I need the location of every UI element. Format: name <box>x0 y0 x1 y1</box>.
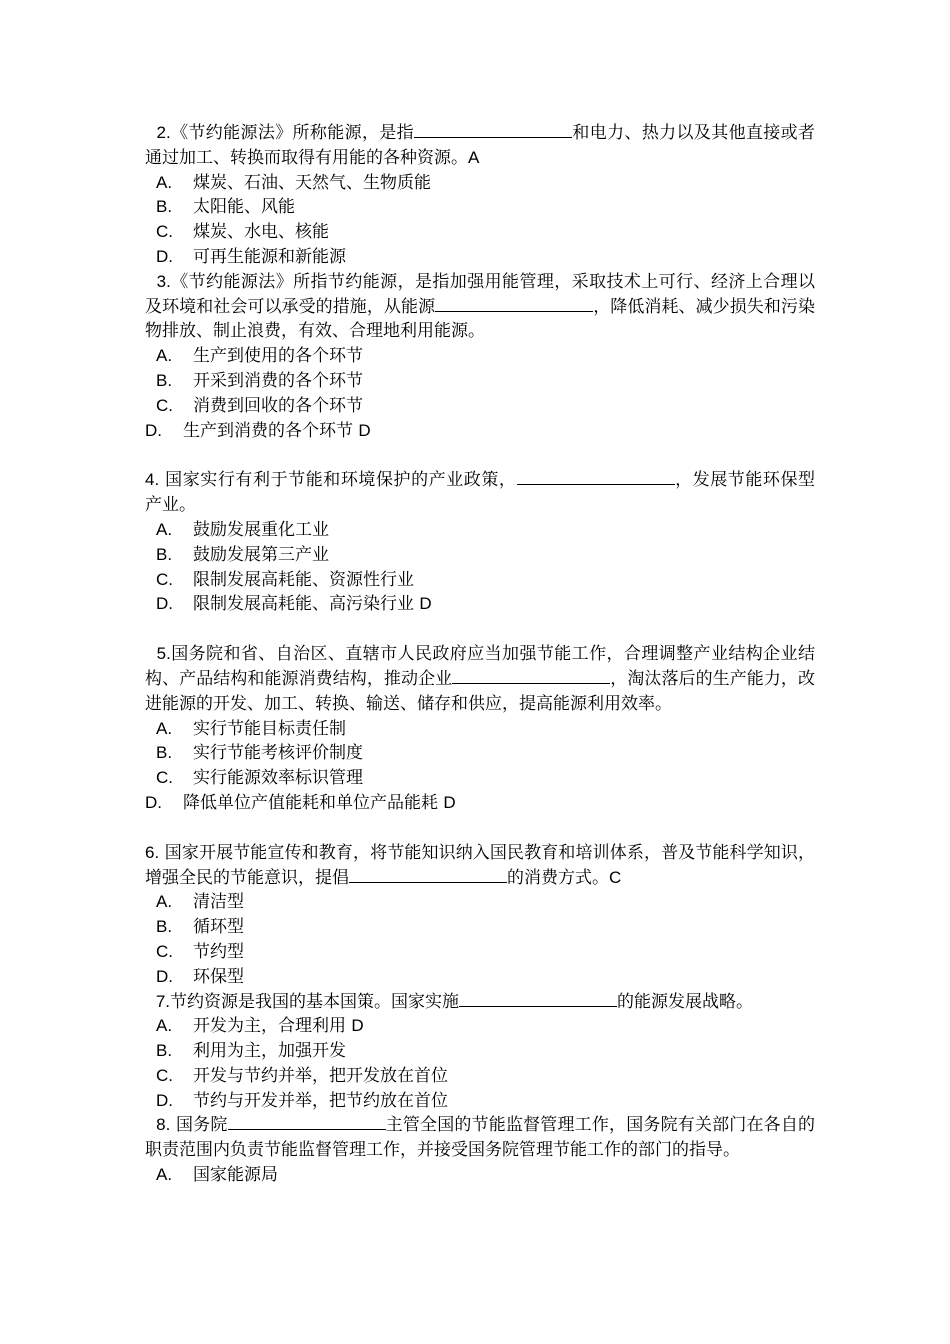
option-a <box>145 344 815 369</box>
option-a <box>145 1014 815 1039</box>
answer-key: A <box>468 147 480 167</box>
option-text: 鼓励发展第三产业 <box>193 544 329 565</box>
option-letter: A. <box>156 892 173 912</box>
option-text: 开发为主，合理利用 <box>193 1016 346 1037</box>
question-number: 4. <box>145 470 160 490</box>
question-text-post: 主管全国的节能监督管理工作，国务院有关部门在各自的职责范围内负责节能监督管理工作，并接受国务院管理节能工作的部门的指导。 <box>145 1115 816 1161</box>
option-letter: D. <box>156 246 173 266</box>
option-letter: B. <box>156 197 173 217</box>
option-letter: C. <box>156 1065 173 1085</box>
question-text-pre: 《节约能源法》所指节约能源，是指加强用能管理，采取技术上可行、经济上合理以及环境和社会可以承受的措施，从能源 <box>145 271 816 317</box>
option-d <box>145 245 815 270</box>
option-text: 节约与开发并举，把节约放在首位 <box>193 1090 448 1111</box>
option-letter: A. <box>156 1016 173 1036</box>
option-text: 生产到使用的各个环节 <box>193 346 363 367</box>
option-b <box>145 543 815 568</box>
option-text: 实行节能目标责任制 <box>193 718 346 739</box>
option-text: 煤炭、水电、核能 <box>193 222 329 243</box>
option-text: 国家能源局 <box>193 1165 278 1186</box>
option-letter: A. <box>156 718 173 738</box>
option-a <box>145 171 815 196</box>
spacer <box>145 617 815 642</box>
option-letter: C. <box>156 768 173 788</box>
question-8 <box>145 1113 815 1163</box>
option-letter: A. <box>156 519 173 539</box>
question-number: 7. <box>155 991 170 1011</box>
question-text-post: 的能源发展战略。 <box>617 991 753 1012</box>
option-text: 降低单位产值能耗和单位产品能耗 <box>183 792 438 813</box>
option-text: 循环型 <box>193 917 244 938</box>
question-text-post: ，降低消耗、减少损失和污染物排放、制止浪费，有效、合理地利用能源。 <box>145 296 816 342</box>
answer-key: D <box>358 420 371 440</box>
option-text: 环保型 <box>193 966 244 987</box>
option-text: 可再生能源和新能源 <box>193 246 346 267</box>
option-a <box>145 518 815 543</box>
option-letter: D. <box>156 594 173 614</box>
question-number: 2. <box>156 123 171 142</box>
option-b <box>145 369 815 394</box>
question-text-pre: 国家实行有利于节能和环境保护的产业政策， <box>165 470 517 491</box>
question-number: 6. <box>145 842 160 862</box>
option-letter: B. <box>156 1041 173 1061</box>
option-letter: D. <box>145 792 162 812</box>
option-c <box>145 568 815 593</box>
option-d <box>145 791 815 816</box>
option-letter: B. <box>156 917 173 937</box>
spacer <box>145 443 815 468</box>
question-6 <box>145 841 815 891</box>
answer-key: D <box>419 594 432 614</box>
answer-blank <box>517 468 675 485</box>
option-d <box>145 419 815 444</box>
spacer <box>145 816 815 841</box>
option-letter: D. <box>156 1090 173 1110</box>
answer-key: D <box>351 1016 364 1036</box>
option-text: 实行能源效率标识管理 <box>193 768 363 789</box>
option-d <box>145 965 815 990</box>
option-text: 利用为主，加强开发 <box>193 1041 346 1062</box>
option-letter: A. <box>156 346 173 366</box>
option-text: 限制发展高耗能、资源性行业 <box>193 569 414 590</box>
option-letter: B. <box>156 743 173 763</box>
option-text: 太阳能、风能 <box>193 197 295 218</box>
answer-blank <box>459 990 617 1007</box>
question-3 <box>145 270 815 344</box>
document-page <box>145 121 815 1188</box>
option-b <box>145 195 815 220</box>
option-text: 清洁型 <box>193 892 244 913</box>
option-text: 开发与节约并举，把开发放在首位 <box>193 1065 448 1086</box>
option-c <box>145 1064 815 1089</box>
option-a <box>145 717 815 742</box>
question-text-post: ，淘汰落后的生产能力，改进能源的开发、加工、转换、输送、储存和供应，提高能源利用效率。 <box>145 668 816 714</box>
question-number: 5. <box>156 644 171 664</box>
option-text: 生产到消费的各个环节 <box>183 420 353 441</box>
question-text-pre: 节约资源是我国的基本国策。国家实施 <box>170 991 459 1012</box>
option-d <box>145 592 815 617</box>
question-text-post: ，发展节能环保型产业。 <box>145 470 816 516</box>
answer-key: C <box>609 867 622 887</box>
option-text: 限制发展高耗能、高污染行业 <box>193 594 414 615</box>
question-7 <box>145 990 815 1015</box>
option-letter: B. <box>156 370 173 390</box>
option-letter: A. <box>156 1165 173 1185</box>
question-text-pre: 国务院 <box>175 1115 228 1136</box>
option-letter: A. <box>156 172 173 192</box>
option-letter: C. <box>156 569 173 589</box>
answer-key: D <box>443 792 456 812</box>
option-text: 消费到回收的各个环节 <box>193 395 363 416</box>
question-text-post: 的消费方式。 <box>507 867 609 888</box>
option-text: 煤炭、石油、天然气、生物质能 <box>193 172 431 193</box>
question-2 <box>145 121 815 171</box>
option-c <box>145 766 815 791</box>
option-letter: B. <box>156 544 173 564</box>
option-letter: C. <box>156 222 173 242</box>
answer-blank <box>349 866 507 883</box>
answer-blank <box>414 121 572 138</box>
question-4 <box>145 468 815 518</box>
option-c <box>145 940 815 965</box>
option-text: 开采到消费的各个环节 <box>193 370 363 391</box>
question-text-pre: 国家开展节能宣传和教育，将节能知识纳入国民教育和培训体系，普及节能科学知识，增强全民的节能意识，提倡 <box>145 842 816 888</box>
question-5 <box>145 642 815 716</box>
option-letter: C. <box>156 395 173 415</box>
answer-blank <box>452 667 610 684</box>
option-text: 鼓励发展重化工业 <box>193 519 329 540</box>
option-a <box>145 1163 815 1188</box>
option-a <box>145 890 815 915</box>
option-c <box>145 220 815 245</box>
option-text: 节约型 <box>193 941 244 962</box>
option-b <box>145 915 815 940</box>
option-text: 实行节能考核评价制度 <box>193 743 363 764</box>
question-number: 8. <box>156 1115 171 1135</box>
option-d <box>145 1089 815 1114</box>
question-text-pre: 《节约能源法》所称能源，是指 <box>170 123 415 143</box>
question-number: 3. <box>156 271 171 291</box>
option-letter: D. <box>145 420 162 440</box>
question-text-pre: 国务院和省、自治区、直辖市人民政府应当加强节能工作，合理调整产业结构企业结构、产品结构和能源消费结构，推动企业 <box>145 644 816 689</box>
answer-blank <box>228 1113 386 1130</box>
option-b <box>145 1039 815 1064</box>
option-c <box>145 394 815 419</box>
option-letter: D. <box>156 966 173 986</box>
option-letter: C. <box>156 941 173 961</box>
question-text-post: 和电力、热力以及其他直接或者通过加工、转换而取得有用能的各种资源。 <box>145 123 816 168</box>
answer-blank <box>435 295 593 312</box>
option-b <box>145 741 815 766</box>
